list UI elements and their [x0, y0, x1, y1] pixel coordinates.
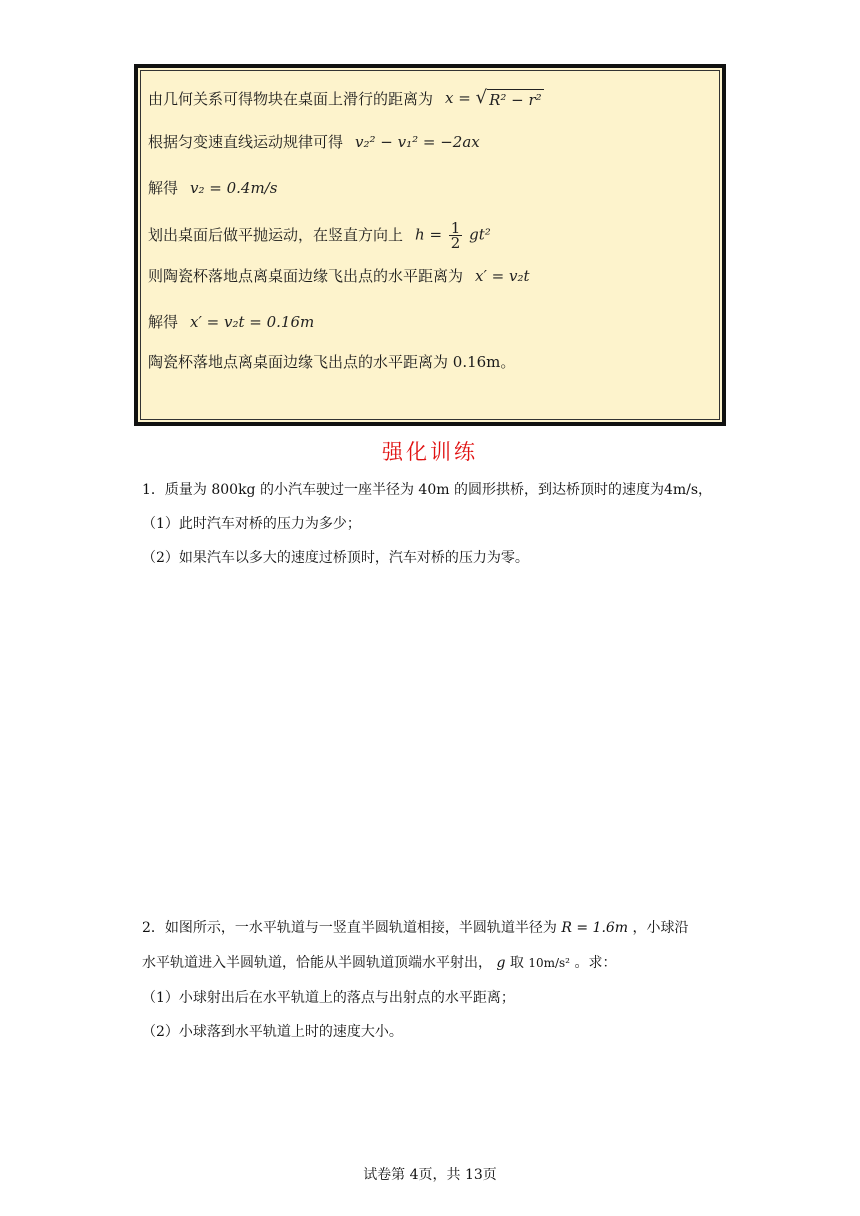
question-1-part-1: （1）此时汽车对桥的压力为多少；	[142, 516, 361, 532]
formula-lhs: x =	[445, 89, 471, 107]
solution-line-2	[148, 132, 480, 152]
question-2-text: 取	[509, 955, 524, 971]
solution-line-1	[148, 88, 544, 110]
question-2-stem	[142, 918, 689, 938]
formula-lhs: h =	[415, 225, 443, 243]
solution-line-6	[148, 312, 314, 332]
solution-text: 解得	[148, 179, 179, 197]
solution-text: 解得	[148, 313, 179, 331]
question-2-part-2: （2）小球落到水平轨道上时的速度大小。	[142, 1024, 403, 1040]
solution-conclusion: 陶瓷杯落地点离桌面边缘飞出点的水平距离为 0.16m。	[148, 353, 516, 371]
question-1-part-2: （2）如果汽车以多大的速度过桥顶时，汽车对桥的压力为零。	[142, 550, 529, 566]
solution-text: 则陶瓷杯落地点离桌面边缘飞出点的水平距离为	[148, 267, 464, 285]
radius-value: R = 1.6m	[561, 920, 629, 936]
section-title: 强化训练	[382, 440, 478, 464]
gravity-symbol: g	[496, 955, 506, 971]
page-footer: 试卷第 4页，共 13页	[363, 1167, 497, 1183]
formula-result: x′ = v₂t = 0.16m	[190, 313, 315, 331]
fraction	[449, 218, 463, 252]
formula-kinematics: v₂² − v₁² = −2ax	[355, 133, 480, 151]
gravity-value: 10m/s²	[528, 956, 570, 970]
formula-distance	[445, 88, 544, 110]
question-2-text: 2．如图所示，一水平轨道与一竖直半圆轨道相接，半圆轨道半径为	[142, 920, 557, 936]
sqrt-body: R² − r²	[489, 91, 542, 109]
sqrt-expression: √ R² − r²	[475, 87, 542, 109]
solution-line-5	[148, 266, 530, 286]
question-2-text: 水平轨道进入半圆轨道，恰能从半圆轨道顶端水平射出，	[142, 955, 492, 971]
question-2-text: 。求：	[574, 955, 617, 971]
solution-text: 由几何关系可得物块在桌面上滑行的距离为	[148, 90, 434, 108]
question-1-stem: 1．质量为 800kg 的小汽车驶过一座半径为 40m 的圆形拱桥，到达桥顶时的速度为4m/s，	[142, 482, 713, 498]
solution-line-4	[148, 218, 491, 252]
fraction-numerator: 1	[450, 218, 461, 237]
formula-rhs: gt²	[469, 225, 491, 243]
solution-box	[134, 64, 726, 426]
solution-text: 根据匀变速直线运动规律可得	[148, 133, 344, 151]
question-2-text: ，小球沿	[632, 920, 689, 936]
fraction-denominator: 2	[450, 233, 461, 252]
formula-horizontal: x′ = v₂t	[475, 267, 530, 285]
formula-free-fall	[415, 218, 491, 252]
question-2-part-1: （1）小球射出后在水平轨道上的落点与出射点的水平距离；	[142, 990, 515, 1006]
solution-line-7	[148, 352, 515, 372]
solution-line-3	[148, 178, 277, 198]
formula-velocity: v₂ = 0.4m/s	[190, 179, 278, 197]
solution-text: 划出桌面后做平抛运动，在竖直方向上	[148, 226, 404, 244]
question-2-stem-line-2	[142, 953, 616, 973]
